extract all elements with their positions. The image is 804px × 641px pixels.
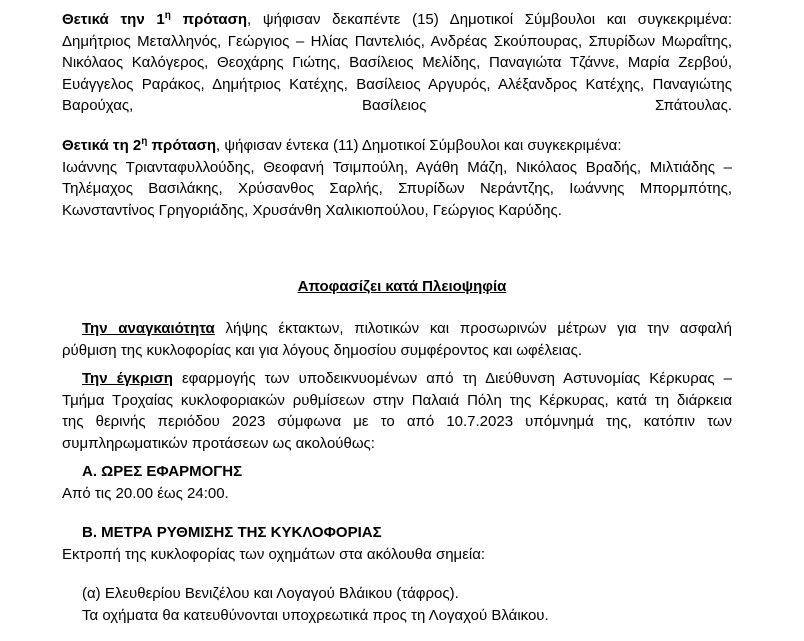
- vote-2-line-1: Τηλέμαχος Βασιλάκης, Χρύσανθος Σαρλής, Σπυρίδων Νεράντζης, Ιωάννης Μπορμπότης,: [62, 180, 732, 198]
- vote-2-paragraph: [62, 135, 732, 221]
- vote-1-line-2: Ευάγγελος Ραράκος, Δημήτριος Κατέχης, Βασίλειος Αργυρός, Αλέξανδρος Κατέχης, Παναγιώτης: [62, 75, 732, 93]
- vote-1-paragraph: [62, 9, 732, 117]
- approval-line-2: Τμήμα Τροχαίας κυκλοφοριακών ρυθμίσεων στην Παλαιά Πόλη της Κέρκυρας, κατά τη διάρκεια: [62, 391, 732, 409]
- approval-lead: Την έγκριση: [82, 370, 173, 387]
- approval-paragraph: [62, 368, 732, 454]
- section-a-heading: Α. ΩΡΕΣ ΕΦΑΡΜΟΓΗΣ: [82, 463, 243, 480]
- vote-1-lead-superscript: η: [164, 10, 171, 21]
- necessity-line-2: ρύθμιση της κυκλοφορίας και για λόγους δημοσίου συμφέροντος και ωφέλειας.: [62, 341, 583, 359]
- necessity-line-1: [62, 318, 732, 340]
- section-a: [62, 461, 732, 504]
- section-b: [62, 522, 732, 565]
- section-b-text: Εκτροπή της κυκλοφορίας των οχημάτων στα ακόλουθα σημεία:: [62, 545, 486, 563]
- vote-1-lead-text: Θετικά την 1: [62, 11, 165, 28]
- necessity-line-1-rest: λήψης έκτακτων, πιλοτικών και προσωρινών μέτρων για την ασφαλή: [214, 320, 732, 337]
- item-a: [62, 583, 732, 626]
- vote-2-line-2: Κωνσταντίνος Γρηγοριάδης, Χρυσάνθη Χαλικιοπούλου, Γεώργιος Καρύδης.: [62, 201, 562, 219]
- vote-2-rest: , ψήφισαν έντεκα (11) Δημοτικοί Σύμβουλοι και συγκεκριμένα:: [216, 137, 622, 154]
- necessity-lead: Την αναγκαιότητα: [82, 320, 215, 337]
- item-a-line-2: Τα οχήματα θα κατευθύνονται υποχρεωτικά προς τη Λογαχού Βλάικου.: [82, 606, 549, 624]
- vote-2-line-0: Ιωάννης Τριανταφυλλούδης, Θεοφανή Τσιμπούλη, Αγάθη Μάζη, Νικόλαος Βραδής, Μιλτιάδης –: [62, 158, 732, 176]
- approval-line-3: της θερινής περιόδου 2023 σύμφωνα με το από 10.7.2023 υπόμνημά της, κατόπιν των: [62, 413, 732, 431]
- vote-2-lead-line: [62, 135, 732, 157]
- section-b-heading: Β. ΜΕΤΡΑ ΡΥΘΜΙΣΗΣ ΤΗΣ ΚΥΚΛΟΦΟΡΙΑΣ: [82, 524, 382, 541]
- vote-1-line-0: Δημήτριος Μεταλληνός, Γεώργιος – Ηλίας Παντελιός, Ανδρέας Σκούπουρας, Σπυρίδων Μωραΐτης,: [62, 32, 732, 50]
- approval-line-1-rest: εφαρμογής των υποδεικνυομένων από τη Διεύθυνση Αστυνομίας Κέρκυρας –: [172, 370, 732, 387]
- approval-line-4: συμπληρωματικών προτάσεων ως ακολούθως:: [62, 434, 375, 452]
- decision-heading: Αποφασίζει κατά Πλειοψηφία: [297, 278, 507, 295]
- vote-1-lead-suffix: πρόταση: [170, 11, 248, 28]
- approval-line-1: [62, 368, 732, 390]
- vote-1-lead: [62, 11, 247, 28]
- vote-2-lead-text: Θετικά τη 2: [62, 137, 142, 154]
- vote-1-line-1: Νικόλαος Καλόγερος, Θεοχάρης Γιώτης, Βασίλειος Μελίδης, Παναγιώτα Τζάννε, Μαρία Ζερβού,: [62, 54, 732, 72]
- vote-1-line-3: Βαρούχας, Βασίλειος Σπάτουλας.: [62, 97, 732, 115]
- vote-2-lead: [62, 137, 216, 154]
- vote-1-rest: , ψήφισαν δεκαπέντε (15) Δημοτικοί Σύμβουλοι και συγκεκριμένα:: [247, 11, 732, 28]
- necessity-paragraph: [62, 318, 732, 361]
- decision-heading-row: [0, 276, 804, 298]
- vote-2-lead-suffix: πρόταση: [147, 137, 216, 154]
- section-a-text: Από τις 20.00 έως 24:00.: [62, 484, 229, 502]
- vote-2-lead-superscript: η: [141, 136, 148, 147]
- vote-1-lead-line: [62, 9, 732, 31]
- item-a-line-1: (α) Ελευθερίου Βενιζέλου και Λογαγού Βλάικου (τάφρος).: [82, 585, 459, 602]
